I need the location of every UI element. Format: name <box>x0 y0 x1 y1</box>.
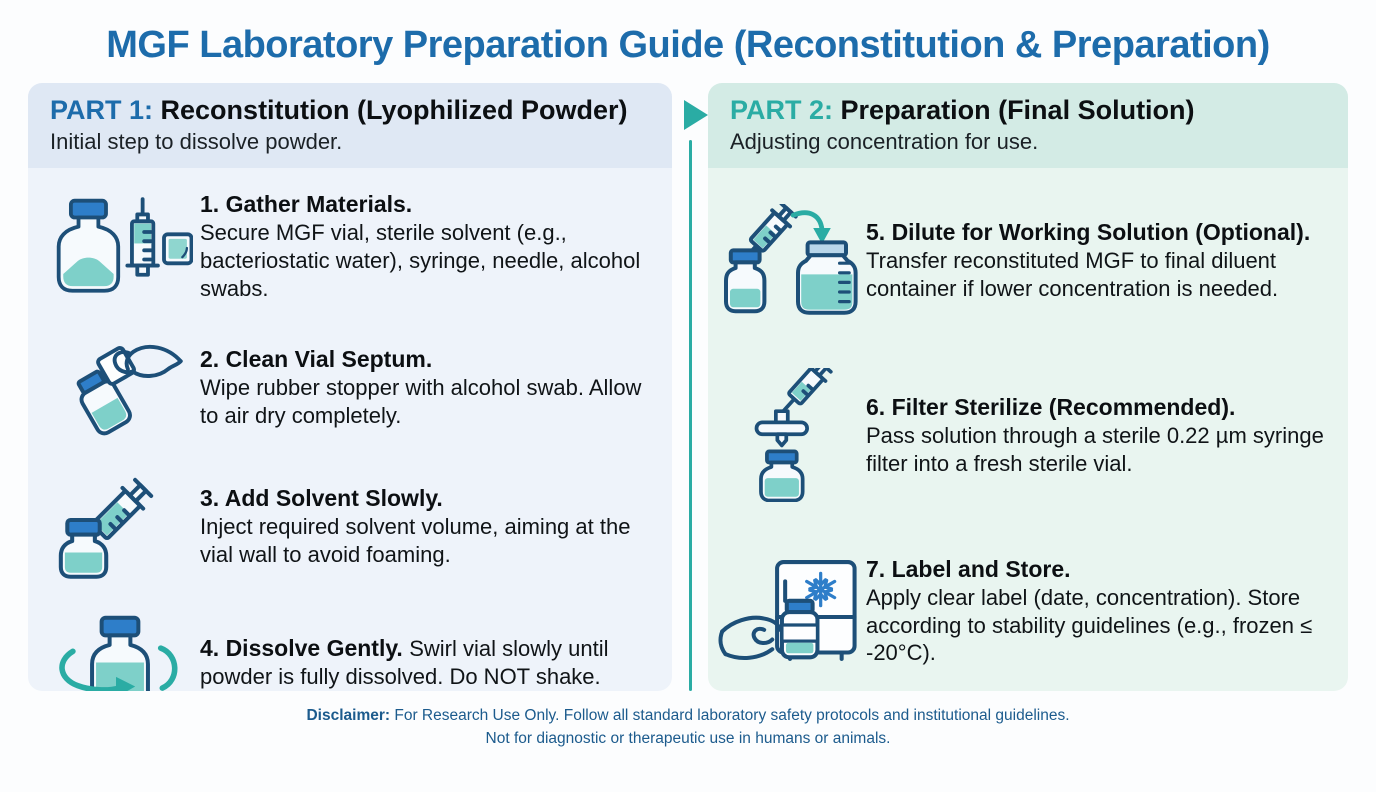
vial-syringe-swab-icon <box>40 196 200 297</box>
hand-vial-freezer-icon <box>714 554 866 667</box>
panels-container <box>28 83 1348 691</box>
step-heading: 7. Label and Store. <box>866 555 1071 582</box>
swirl-vial-icon <box>40 613 200 691</box>
step-body: Apply clear label (date, concentration). Store according to stability guidelines (e.g., frozen ≤ -20°C). <box>866 584 1313 666</box>
step-row-5 <box>714 204 1338 316</box>
step-body: Swirl vial slowly until powder is fully dissolved. Do NOT shake. <box>200 635 609 689</box>
part1-panel <box>28 83 672 691</box>
step-body: Transfer reconstituted MGF to final diluent container if lower concentration is needed. <box>866 248 1279 301</box>
step-row-2 <box>40 336 662 440</box>
step-text <box>200 190 662 302</box>
step-row-7 <box>714 554 1338 667</box>
step-text <box>866 393 1338 477</box>
step-text <box>200 345 662 429</box>
step-heading: 4. Dissolve Gently. <box>200 634 403 661</box>
step-heading: 2. Clean Vial Septum. <box>200 346 433 373</box>
step-text <box>866 218 1338 302</box>
disclaimer-label: Disclaimer: <box>306 707 391 724</box>
step-heading: 6. Filter Sterilize (Recommended). <box>866 394 1236 421</box>
part1-label: PART 1: <box>50 95 154 125</box>
step-text <box>866 555 1338 667</box>
divider-line <box>689 140 692 691</box>
part2-title-line <box>730 95 1326 126</box>
syringe-filter-vial-icon <box>714 368 866 502</box>
part2-steps <box>708 168 1348 691</box>
part2-panel <box>708 83 1348 691</box>
part1-title-line <box>50 95 650 126</box>
page-title: MGF Laboratory Preparation Guide (Reconstitution & Preparation) <box>106 24 1270 66</box>
syringe-transfer-bottle-icon <box>714 204 866 316</box>
step-row-1 <box>40 190 662 302</box>
part1-steps <box>28 168 672 691</box>
step-heading: 5. Dilute for Working Solution (Optional). <box>866 219 1311 246</box>
part2-header <box>708 83 1348 168</box>
step-heading: 1. Gather Materials. <box>200 191 413 218</box>
part2-subtitle: Adjusting concentration for use. <box>730 129 1039 155</box>
step-text <box>200 634 662 691</box>
part2-arrow-icon <box>684 100 708 130</box>
part2-title: Preparation (Final Solution) <box>840 95 1195 125</box>
step-body: Secure MGF vial, sterile solvent (e.g., bacteriostatic water), syringe, needle, alcohol swabs. <box>200 220 641 301</box>
step-row-6 <box>714 368 1338 502</box>
step-body: Inject required solvent volume, aiming at the vial wall to avoid foaming. <box>200 513 631 567</box>
disclaimer <box>0 704 1376 751</box>
syringe-inject-vial-icon <box>40 473 200 580</box>
part1-subtitle: Initial step to dissolve powder. <box>50 129 343 155</box>
section-divider <box>672 83 708 691</box>
part2-label: PART 2: <box>730 95 834 125</box>
part1-header <box>28 83 672 168</box>
step-body: Pass solution through a sterile 0.22 µm syringe filter into a fresh sterile vial. <box>866 423 1324 476</box>
part1-title: Reconstitution (Lyophilized Powder) <box>160 95 628 125</box>
step-text <box>200 484 662 568</box>
hand-swab-vial-icon <box>40 336 200 440</box>
step-body: Wipe rubber stopper with alcohol swab. Allow to air dry completely. <box>200 375 642 429</box>
step-heading: 3. Add Solvent Slowly. <box>200 484 443 511</box>
disclaimer-line1: Disclaimer: For Research Use Only. Follow all standard laboratory safety protocols and institutional guidelines. <box>306 707 1070 724</box>
disclaimer-line2: Not for diagnostic or therapeutic use in humans or animals. <box>485 730 891 748</box>
step-row-3 <box>40 473 662 580</box>
step-row-4 <box>40 613 662 691</box>
